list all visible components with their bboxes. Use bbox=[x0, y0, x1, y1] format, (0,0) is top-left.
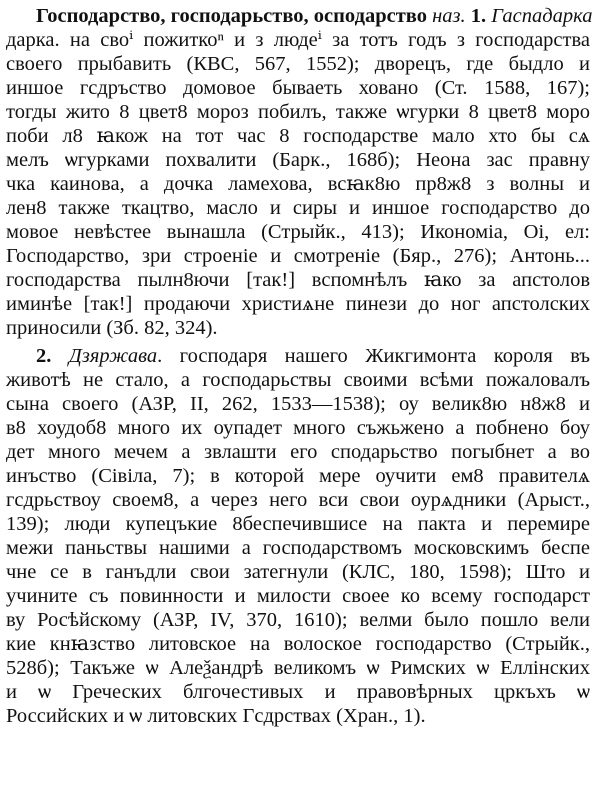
sense-gloss: Дзяржава bbox=[68, 345, 158, 367]
sense-2-line: в8 хоудоб8 много их оупадет много съжьжено а побнено боу bbox=[6, 417, 590, 439]
sense-2-line: сына своего (АЗР, II, 262, 1533—1538); оу велик8ю н8ж8 и bbox=[6, 393, 590, 415]
sense-1-line: дарка. на своⁱ пожиткоⁿ и з людеⁱ за тотъ годъ з господарства bbox=[6, 29, 590, 51]
sense-2-line: чне се в ганъдли свои затегнули (КЛС, 180, 1598); Што и bbox=[6, 561, 590, 583]
sense-number: 2. bbox=[36, 345, 52, 367]
sense-2-line: 139); люди купецъкие 8беспечившисе на пакта и перемире bbox=[6, 513, 590, 535]
sense-2-line: учините съ повинности и милости своее ко всему господарст bbox=[6, 585, 590, 607]
sense-2-line: 528б); Такъже ѡ Алеѯандрѣ великомъ ѡ Римских ѡ Еллінских bbox=[6, 657, 590, 679]
sense-1-line: Господарство, зри строеніе и смотреніе (Бяр., 276); Антонь... bbox=[6, 245, 590, 267]
sense-1-line: господарства пылн8ючи [так!] вспомнѣлъ ꙗко за апстолов bbox=[6, 269, 590, 291]
sense-1-line: мелъ ѡгурками похвалити (Барк., 168б); Неона зас правну bbox=[6, 149, 590, 171]
sense-2-line: дет много мечем а звлашти его сподарьство погыбнет а во bbox=[6, 441, 590, 463]
sense-number: 1. bbox=[470, 5, 487, 27]
sense-1-line: лен8 также ткацтво, масло и сиры и иншое господарство до bbox=[6, 197, 590, 219]
sense-1-line: поби л8 ꙗкож на тот час 8 господарстве мало хто бы сѧ bbox=[6, 125, 590, 147]
sense-gloss: Гаспадарка bbox=[491, 5, 593, 27]
sense-1-line: своего прыбавить (КВС, 567, 1552); дворецъ, где быдло и bbox=[6, 53, 590, 75]
sense-2-line: гсдрьствоу своем8, а через него вси свои оурѧдники (Арыст., bbox=[6, 489, 590, 511]
entry-first-line bbox=[6, 4, 593, 28]
sense-2-line: животѣ не стало, а господарьствы своими всѣми пожаловалъ bbox=[6, 369, 590, 391]
sense-2-line: ву Росѣйскому (АЗР, IV, 370, 1610); велми было пошло вели bbox=[6, 609, 590, 631]
sense-2-line: Российских и ѡ литовских Гсдрствах (Хран., 1). bbox=[6, 705, 426, 727]
sense-2-line: межи паньствы нашими а господарствомъ московскимъ беспе bbox=[6, 537, 590, 559]
sense-2-line: инъство (Сівіла, 7); в которой мере оучити ем8 правителѧ bbox=[6, 465, 590, 487]
sense-2-line: и ѡ Греческих блгочестивых и правовѣрных цркъхъ ѡ bbox=[6, 681, 590, 703]
sense-1-line: чка каинова, а дочка ламехова, всꙗк8ю пр8ж8 з волны и bbox=[6, 173, 590, 195]
sense-2-first-line bbox=[6, 344, 590, 368]
sense-1-line: тогды жито 8 цвет8 мороз побилъ, также ѡгурки 8 цвет8 моро bbox=[6, 101, 590, 123]
sense-2-line: кие кнꙗзство литовское на волоское господарство (Стрыйк., bbox=[6, 633, 590, 655]
sense-1-line: иншое гсдръство домовое бываеть ховано (Ст. 1588, 167); bbox=[6, 77, 590, 99]
headword: Господарство, господарьство, осподарство bbox=[36, 5, 427, 27]
sense-1-line: приносили (Зб. 82, 324). bbox=[6, 317, 218, 339]
sense-1-line: мовое невѣстее вынашла (Стрыйк., 413); Икономіа, Oi, ел: bbox=[6, 221, 590, 243]
part-of-speech: наз. bbox=[432, 5, 466, 27]
sense-2-line-text: . господаря нашего Жикгимонта короля въ bbox=[157, 345, 591, 367]
sense-1-line: иминѣе [так!] продаючи христиѧне пинези до ног апстолских bbox=[6, 293, 590, 315]
